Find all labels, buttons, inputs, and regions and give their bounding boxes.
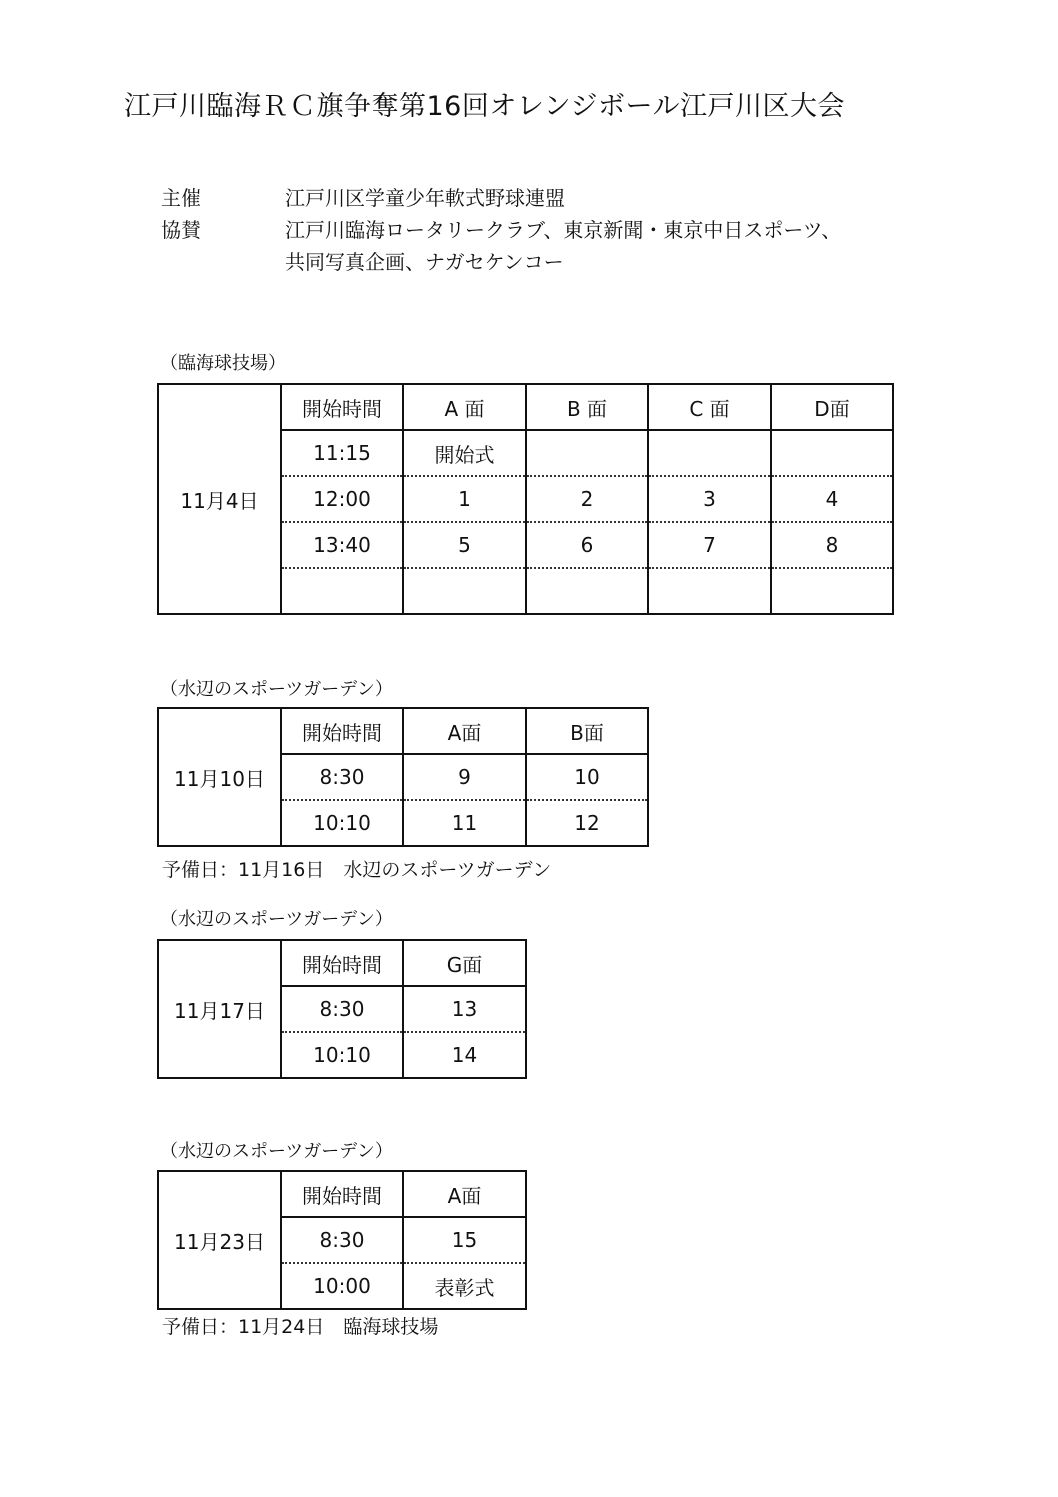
- date-cell: 11月10日: [158, 708, 281, 846]
- table-cell: 13: [403, 986, 526, 1032]
- table-cell: 8:30: [281, 754, 403, 800]
- table-cell: 8: [771, 522, 893, 568]
- table-cell: 8:30: [281, 986, 403, 1032]
- date-cell: 11月23日: [158, 1171, 281, 1309]
- header-cell: 開始時間: [281, 708, 403, 754]
- table-cell: [281, 568, 403, 614]
- table-cell: [771, 568, 893, 614]
- table-header-row: [158, 708, 648, 754]
- table-cell: 10:10: [281, 1032, 403, 1078]
- table-cell: 9: [403, 754, 526, 800]
- header-cell: A面: [403, 1171, 526, 1217]
- schedule-table: [157, 1170, 527, 1310]
- sponsor-line-1: 江戸川臨海ロータリークラブ、東京新聞・東京中日スポーツ、: [285, 218, 842, 242]
- header-cell: B 面: [526, 384, 648, 430]
- header-cell: A面: [403, 708, 526, 754]
- table-header-row: [158, 940, 526, 986]
- table-cell: 開始式: [403, 430, 526, 476]
- table-header-row: [158, 1171, 526, 1217]
- table-cell: [526, 430, 648, 476]
- table-header-row: [158, 384, 893, 430]
- date-cell: 11月4日: [158, 384, 281, 614]
- table-cell: 14: [403, 1032, 526, 1078]
- schedule-table: [157, 939, 527, 1079]
- table-cell: 4: [771, 476, 893, 522]
- schedule-table: [157, 707, 649, 847]
- header-cell: 開始時間: [281, 940, 403, 986]
- table-cell: 表彰式: [403, 1263, 526, 1309]
- sponsor-label: 協賛: [161, 218, 201, 242]
- table-cell: 10:00: [281, 1263, 403, 1309]
- organizer-value: 江戸川区学童少年軟式野球連盟: [285, 186, 565, 210]
- header-cell: 開始時間: [281, 1171, 403, 1217]
- table-cell: [648, 568, 771, 614]
- table-cell: 10: [526, 754, 648, 800]
- date-cell: 11月17日: [158, 940, 281, 1078]
- venue-label: （水辺のスポーツガーデン）: [160, 909, 393, 930]
- venue-label: （水辺のスポーツガーデン）: [160, 679, 393, 700]
- sponsor-line-2: 共同写真企画、ナガセケンコー: [285, 250, 564, 274]
- table-cell: [648, 430, 771, 476]
- table-cell: [771, 430, 893, 476]
- reserve-day-note: 予備日：11月16日 水辺のスポーツガーデン: [162, 859, 552, 881]
- table-cell: 5: [403, 522, 526, 568]
- table-cell: 7: [648, 522, 771, 568]
- venue-label: （水辺のスポーツガーデン）: [160, 1141, 393, 1162]
- table-cell: 2: [526, 476, 648, 522]
- header-cell: D面: [771, 384, 893, 430]
- page-title: 江戸川臨海ＲＣ旗争奪第16回オレンジボール江戸川区大会: [124, 91, 845, 122]
- table-cell: 3: [648, 476, 771, 522]
- header-cell: A 面: [403, 384, 526, 430]
- table-cell: 11:15: [281, 430, 403, 476]
- table-cell: 8:30: [281, 1217, 403, 1263]
- table-cell: 13:40: [281, 522, 403, 568]
- reserve-day-note: 予備日：11月24日 臨海球技場: [162, 1316, 439, 1338]
- table-cell: [526, 568, 648, 614]
- table-cell: 12: [526, 800, 648, 846]
- header-cell: 開始時間: [281, 384, 403, 430]
- table-cell: 15: [403, 1217, 526, 1263]
- venue-label: （臨海球技場）: [160, 353, 286, 374]
- table-cell: 12:00: [281, 476, 403, 522]
- table-cell: 1: [403, 476, 526, 522]
- table-cell: 10:10: [281, 800, 403, 846]
- header-cell: C 面: [648, 384, 771, 430]
- header-cell: G面: [403, 940, 526, 986]
- organizer-label: 主催: [161, 186, 201, 210]
- header-cell: B面: [526, 708, 648, 754]
- table-cell: [403, 568, 526, 614]
- table-cell: 11: [403, 800, 526, 846]
- table-cell: 6: [526, 522, 648, 568]
- schedule-table: [157, 383, 894, 615]
